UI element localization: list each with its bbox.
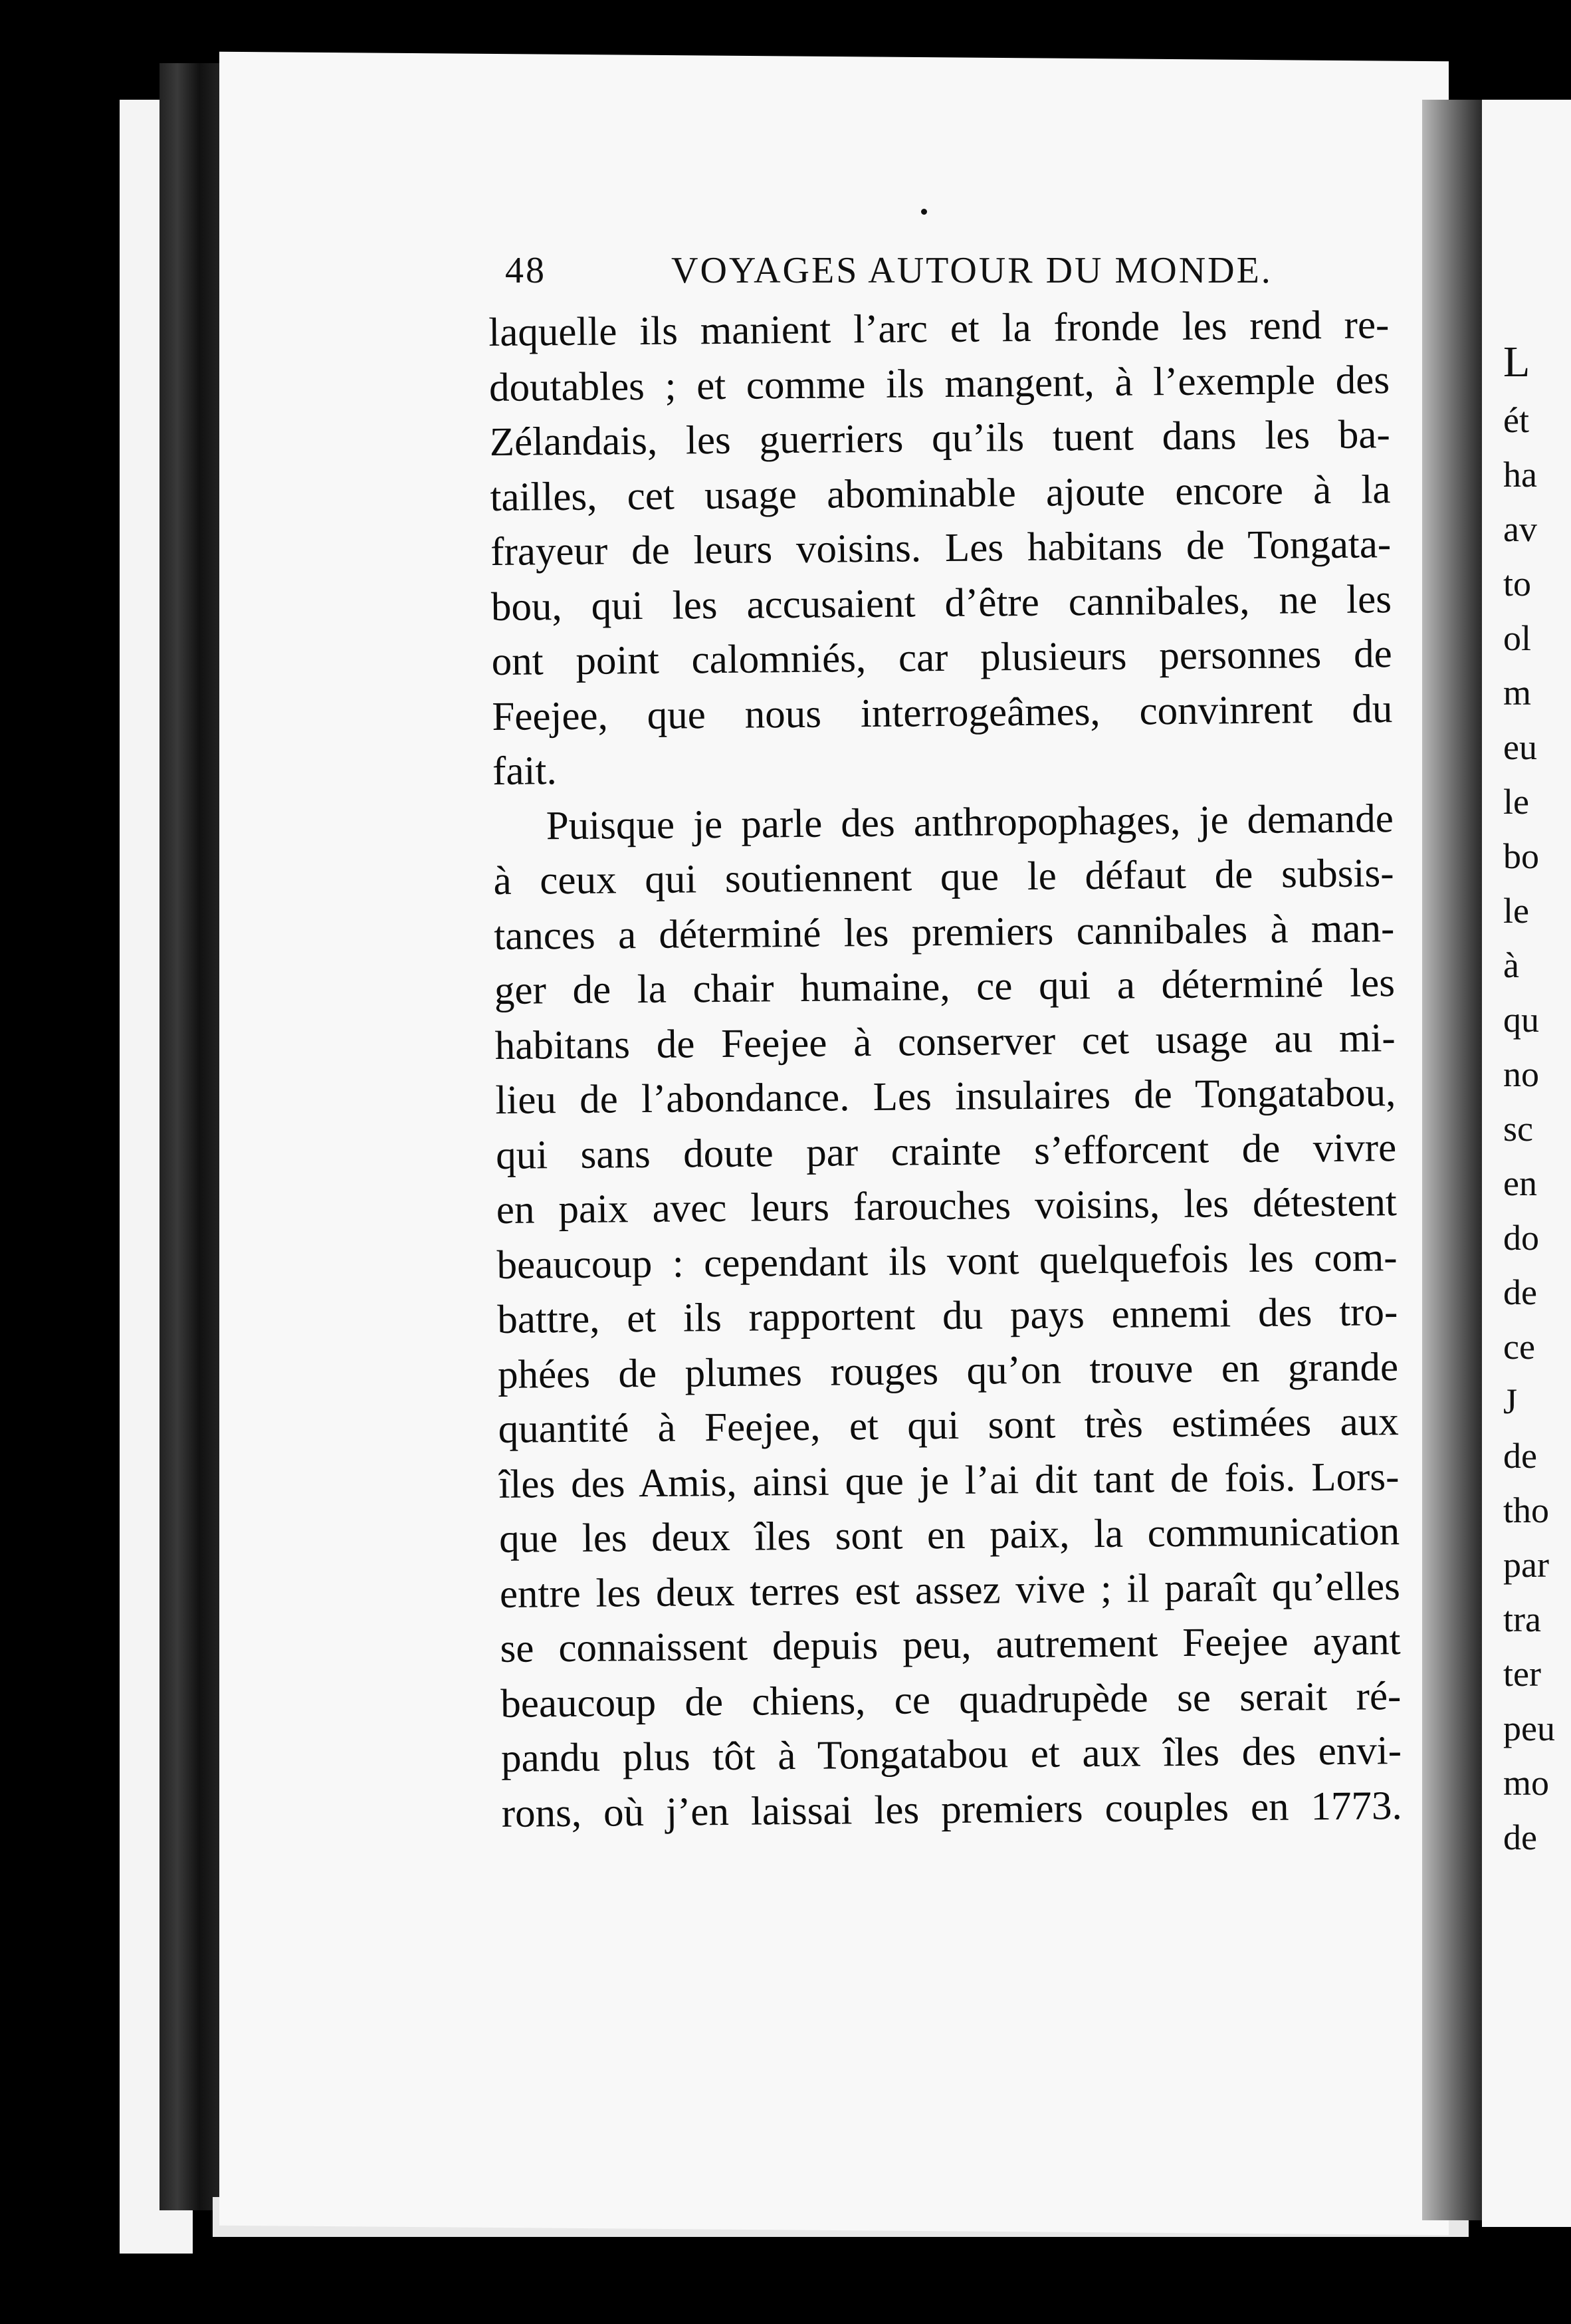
next-page-fragment: ha xyxy=(1503,455,1537,495)
next-page-fragment: do xyxy=(1503,1218,1539,1258)
text-line: doutables ; et comme ils mangent, à l’exemple des xyxy=(488,357,1390,410)
text-line: à ceux qui soutiennent que le défaut de subsis- xyxy=(493,851,1394,903)
text-line: phées de plumes rouges qu’on trouve en grande xyxy=(497,1344,1399,1397)
text-line: Puisque je parle des anthropophages, je demande xyxy=(546,796,1394,848)
next-page-fragment: tra xyxy=(1503,1599,1541,1639)
next-page-fragment: J xyxy=(1503,1381,1518,1421)
text-line: lieu de l’abondance. Les insulaires de Tongatabou, xyxy=(495,1070,1396,1123)
text-line: rons, où j’en laissai les premiers couples en 1773. xyxy=(501,1783,1403,1836)
text-line: fait. xyxy=(492,749,557,794)
text-line: Feejee, que nous interrogeâmes, convinrent du xyxy=(492,686,1393,739)
text-line: laquelle ils manient l’arc et la fronde les rend re- xyxy=(488,302,1390,355)
text-line: ger de la chair humaine, ce qui a déterminé les xyxy=(494,961,1396,1013)
next-page-fragment: av xyxy=(1503,509,1537,549)
next-page-fragment: le xyxy=(1503,891,1529,931)
next-page-fragment: qu xyxy=(1503,1000,1539,1040)
next-page-fragment: tho xyxy=(1503,1490,1550,1530)
ink-dot xyxy=(921,209,927,215)
text-line: battre, et ils rapportent du pays ennemi des tro- xyxy=(497,1290,1398,1342)
next-page-fragment: no xyxy=(1503,1054,1539,1094)
page-number: 48 xyxy=(505,250,546,291)
next-page-fragment: m xyxy=(1503,673,1532,713)
text-line: tances a déterminé les premiers cannibales à man- xyxy=(493,905,1395,959)
next-page-fragment: de xyxy=(1503,1436,1537,1476)
text-line: quantité à Feejee, et qui sont très estimées aux xyxy=(498,1399,1399,1452)
next-page-fragment: le xyxy=(1503,782,1529,822)
next-page-fragment: bo xyxy=(1503,836,1539,876)
next-page-fragment: de xyxy=(1503,1272,1537,1312)
text-line: pandu plus tôt à Tongatabou et aux îles des envi- xyxy=(500,1728,1402,1781)
text-line: bou, qui les accusaient d’être cannibales, ne les xyxy=(490,576,1392,630)
text-line: frayeur de leurs voisins. Les habitans de Tongata- xyxy=(490,522,1392,574)
text-line: se connaissent depuis peu, autrement Feejee ayant xyxy=(500,1619,1401,1671)
next-page-fragment: sc xyxy=(1503,1109,1533,1149)
text-line: que les deux îles sont en paix, la communication xyxy=(498,1509,1400,1562)
next-page-fragment: peu xyxy=(1503,1708,1555,1748)
next-page-fragment: eu xyxy=(1503,727,1537,767)
text-line: beaucoup de chiens, ce quadrupède se serait ré- xyxy=(500,1673,1402,1726)
page-header xyxy=(505,249,1382,302)
adjacent-page xyxy=(1482,100,1571,2227)
text-line: habitans de Feejee à conserver cet usage au mi- xyxy=(494,1015,1396,1068)
text-line: ont point calomniés, car plusieurs personnes de xyxy=(491,632,1392,684)
page-gutter xyxy=(1422,100,1489,2220)
text-line: qui sans doute par crainte s’efforcent de vivre xyxy=(495,1125,1397,1178)
next-page-fragment: en xyxy=(1503,1163,1537,1203)
next-page-fragment: ol xyxy=(1503,618,1532,658)
text-line: entre les deux terres est assez vive ; il paraît qu’elles xyxy=(499,1564,1401,1617)
text-line: beaucoup : cependant ils vont quelquefois les com- xyxy=(496,1234,1398,1288)
text-line: îles des Amis, ainsi que je l’ai dit tant de fois. Lors- xyxy=(498,1454,1400,1507)
next-page-fragment: de xyxy=(1503,1817,1537,1857)
next-page-fragment: à xyxy=(1503,945,1519,985)
next-page-fragment: mo xyxy=(1503,1763,1550,1803)
next-page-fragment: par xyxy=(1503,1545,1549,1585)
text-line: Zélandais, les guerriers qu’ils tuent dans les ba- xyxy=(489,412,1391,465)
running-title: VOYAGES AUTOUR DU MONDE. xyxy=(671,250,1273,291)
body-text xyxy=(488,298,1402,1861)
text-line: tailles, cet usage abominable ajoute encore à la xyxy=(490,467,1391,520)
next-page-fragment: ce xyxy=(1503,1327,1535,1367)
next-page-fragment: ét xyxy=(1503,400,1529,440)
next-page-fragment: to xyxy=(1503,564,1532,604)
text-line: en paix avec leurs farouches voisins, les détestent xyxy=(496,1180,1398,1232)
next-page-fragment: ter xyxy=(1503,1654,1541,1694)
next-page-fragment: L xyxy=(1503,338,1530,386)
